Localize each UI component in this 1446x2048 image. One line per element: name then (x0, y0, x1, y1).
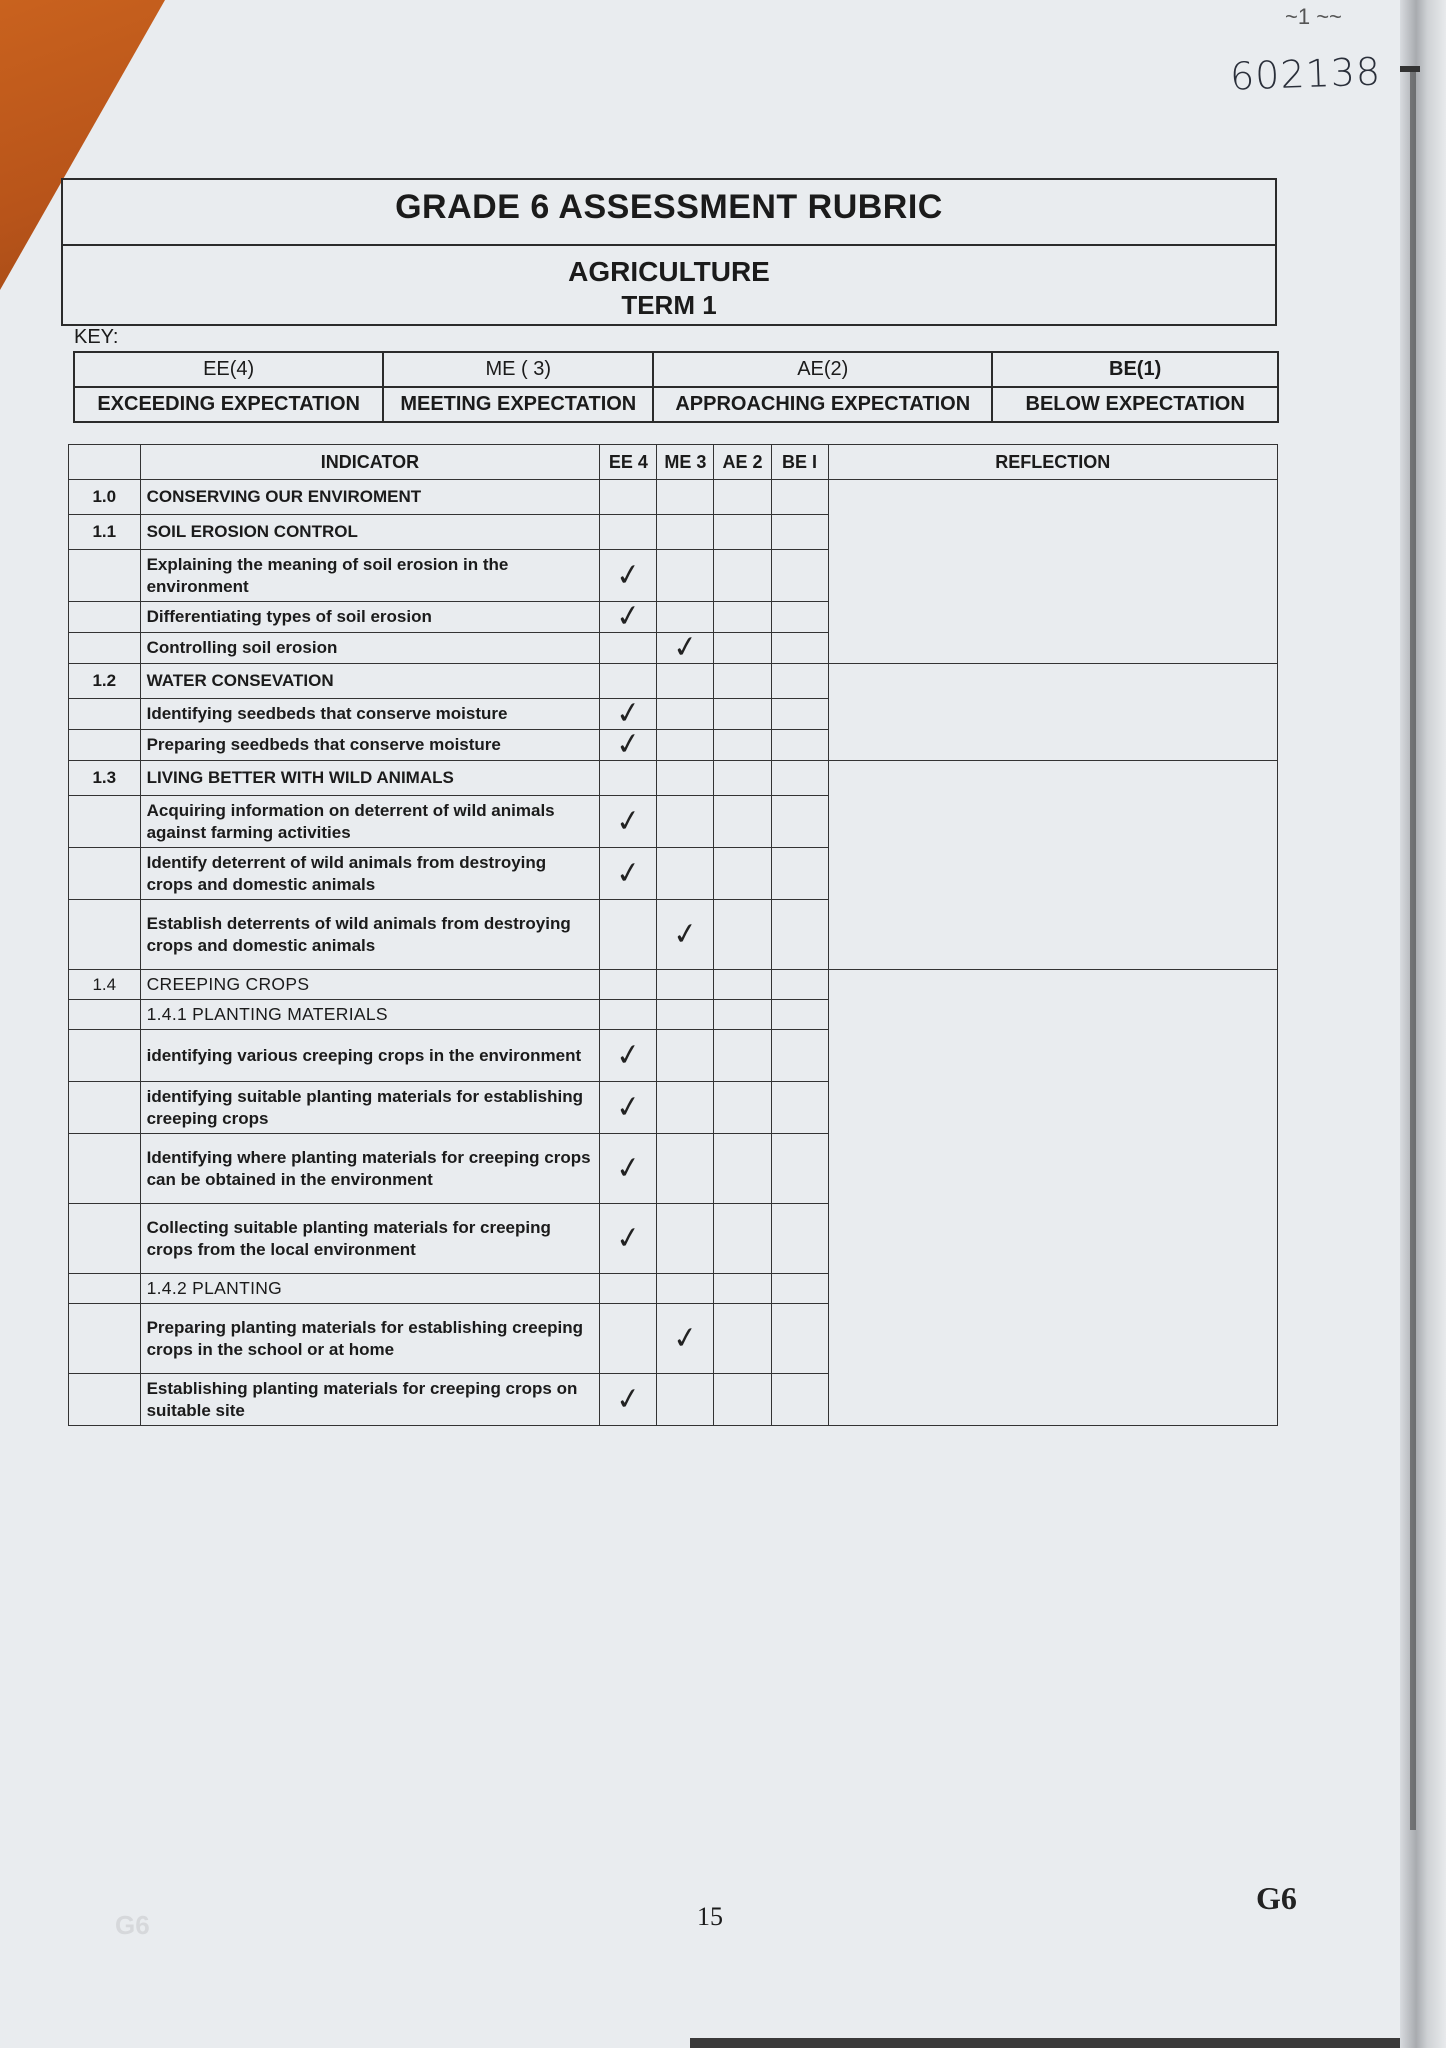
reflection-cell (828, 664, 1277, 761)
score-cell-me (657, 1134, 714, 1204)
check-mark-icon: ✓ (613, 1149, 644, 1187)
indicator-text: Identifying seedbeds that conserve moisture (140, 699, 600, 730)
subject-title: AGRICULTURE (568, 256, 770, 287)
score-cell-me (657, 848, 714, 900)
indicator-text: Collecting suitable planting materials for creeping crops from the local environment (140, 1204, 600, 1274)
indicator-text: Preparing seedbeds that conserve moisture (140, 730, 600, 761)
row-number (69, 1082, 141, 1134)
score-cell-me (657, 900, 714, 970)
row-number (69, 1000, 141, 1030)
score-cell-ee (600, 1082, 657, 1134)
check-mark-icon: ✓ (613, 802, 644, 840)
check-mark-icon: ✓ (613, 1088, 644, 1126)
indicator-header: INDICATOR (140, 445, 600, 480)
row-number (69, 730, 141, 761)
key-abbr: AE(2) (653, 352, 992, 387)
table-row (69, 480, 1278, 515)
ee-header: EE 4 (600, 445, 657, 480)
key-level-name: MEETING EXPECTATION (383, 387, 653, 422)
row-number (69, 602, 141, 633)
score-cell-ee (600, 1030, 657, 1082)
row-number (69, 1304, 141, 1374)
faint-mark: G6 (115, 1910, 150, 1940)
score-cell-be (771, 1274, 828, 1304)
check-mark-icon: ✓ (613, 1036, 644, 1074)
score-cell-ee (600, 1374, 657, 1426)
score-cell-be (771, 1204, 828, 1274)
table-row (69, 970, 1278, 1000)
indicator-text: identifying various creeping crops in the environment (140, 1030, 600, 1082)
score-cell-ae (714, 1374, 771, 1426)
key-level-name: EXCEEDING EXPECTATION (74, 387, 383, 422)
term-title: TERM 1 (621, 290, 717, 320)
row-number (69, 796, 141, 848)
indicator-text: 1.4.2 PLANTING (140, 1274, 600, 1304)
score-cell-me (657, 796, 714, 848)
row-number: 1.2 (69, 664, 141, 699)
key-abbr: ME ( 3) (383, 352, 653, 387)
score-cell-ae (714, 1000, 771, 1030)
score-cell-be (771, 550, 828, 602)
score-cell-ae (714, 1030, 771, 1082)
score-cell-ee (600, 1134, 657, 1204)
page-number: 15 (697, 1902, 723, 1931)
table-row (69, 761, 1278, 796)
score-cell-be (771, 699, 828, 730)
score-cell-ae (714, 761, 771, 796)
row-number (69, 699, 141, 730)
indicator-text: Establish deterrents of wild animals from destroying crops and domestic animals (140, 900, 600, 970)
key-abbr: EE(4) (74, 352, 383, 387)
table-row (69, 664, 1278, 699)
score-cell-me (657, 699, 714, 730)
score-cell-be (771, 633, 828, 664)
score-cell-ae (714, 796, 771, 848)
indicator-text: Identifying where planting materials for creeping crops can be obtained in the environment (140, 1134, 600, 1204)
score-cell-ae (714, 1204, 771, 1274)
check-mark-icon: ✓ (670, 915, 701, 953)
indicator-text: Preparing planting materials for establishing creeping crops in the school or at home (140, 1304, 600, 1374)
indicator-text: Identify deterrent of wild animals from destroying crops and domestic animals (140, 848, 600, 900)
score-cell-me (657, 550, 714, 602)
handwritten-id-number: 602138 (1229, 49, 1382, 99)
score-cell-be (771, 900, 828, 970)
row-number (69, 848, 141, 900)
score-cell-ee (600, 1204, 657, 1274)
handwritten-scribble: ~1 ~~ (1285, 4, 1342, 29)
row-number (69, 1204, 141, 1274)
check-mark-icon: ✓ (613, 598, 644, 635)
indicator-text: Explaining the meaning of soil erosion in the environment (140, 550, 600, 602)
score-cell-ee (600, 726, 657, 763)
score-cell-be (771, 1304, 828, 1374)
rubric-table (68, 444, 1278, 1426)
score-cell-be (771, 480, 828, 515)
row-number (69, 1274, 141, 1304)
key-abbr: BE(1) (992, 352, 1278, 387)
indicator-text: Differentiating types of soil erosion (140, 602, 600, 633)
rubric-header (61, 178, 1277, 326)
score-cell-ee (600, 480, 657, 515)
score-cell-ee (600, 598, 657, 635)
indicator-text: CONSERVING OUR ENVIROMENT (140, 480, 600, 515)
score-cell-ee (600, 664, 657, 699)
score-cell-me (657, 1204, 714, 1274)
score-cell-be (771, 761, 828, 796)
score-cell-ae (714, 1134, 771, 1204)
score-cell-me (657, 515, 714, 550)
score-cell-me (657, 602, 714, 633)
score-cell-ee (600, 550, 657, 602)
score-cell-me (657, 629, 714, 666)
score-cell-ee (600, 761, 657, 796)
page-title: GRADE 6 ASSESSMENT RUBRIC (395, 188, 943, 226)
reflection-cell (828, 970, 1277, 1426)
indicator-text: CREEPING CROPS (140, 970, 600, 1000)
grade-mark: G6 (1256, 1880, 1297, 1916)
row-number (69, 633, 141, 664)
check-mark-icon: ✓ (613, 1380, 644, 1418)
be-header: BE I (771, 445, 828, 480)
score-cell-me (657, 480, 714, 515)
indicator-text: identifying suitable planting materials for establishing creeping crops (140, 1082, 600, 1134)
score-cell-ae (714, 515, 771, 550)
reflection-cell (828, 761, 1277, 970)
check-mark-icon: ✓ (613, 556, 644, 594)
score-cell-ae (714, 550, 771, 602)
key-label: KEY: (74, 326, 119, 348)
row-number: 1.0 (69, 480, 141, 515)
score-cell-ae (714, 730, 771, 761)
score-cell-me (657, 1030, 714, 1082)
score-cell-me (657, 730, 714, 761)
score-cell-ae (714, 1304, 771, 1374)
indicator-text: Controlling soil erosion (140, 633, 600, 664)
score-cell-ae (714, 1274, 771, 1304)
row-number: 1.3 (69, 761, 141, 796)
score-cell-me (657, 664, 714, 699)
score-cell-be (771, 1082, 828, 1134)
bottom-edge (690, 2038, 1400, 2048)
key-table (73, 351, 1279, 423)
row-number (69, 550, 141, 602)
score-cell-ae (714, 848, 771, 900)
key-level-name: APPROACHING EXPECTATION (653, 387, 992, 422)
score-cell-ae (714, 900, 771, 970)
indicator-text: SOIL EROSION CONTROL (140, 515, 600, 550)
score-cell-be (771, 1134, 828, 1204)
row-number: 1.1 (69, 515, 141, 550)
score-cell-be (771, 796, 828, 848)
score-cell-ee (600, 1304, 657, 1374)
score-cell-me (657, 1374, 714, 1426)
score-cell-me (657, 761, 714, 796)
key-level-name: BELOW EXPECTATION (992, 387, 1278, 422)
score-cell-be (771, 1030, 828, 1082)
score-cell-ae (714, 1082, 771, 1134)
score-cell-me (657, 1274, 714, 1304)
me-header: ME 3 (657, 445, 714, 480)
indicator-text: Establishing planting materials for creeping crops on suitable site (140, 1374, 600, 1426)
score-cell-be (771, 1374, 828, 1426)
indicator-text: Acquiring information on deterrent of wild animals against farming activities (140, 796, 600, 848)
score-cell-ae (714, 480, 771, 515)
reflection-cell (828, 480, 1277, 664)
score-cell-me (657, 1304, 714, 1374)
score-cell-ae (714, 633, 771, 664)
score-cell-me (657, 1000, 714, 1030)
score-cell-ee (600, 970, 657, 1000)
check-mark-icon: ✓ (670, 629, 701, 666)
score-cell-be (771, 664, 828, 699)
score-cell-ae (714, 602, 771, 633)
indicator-text: WATER CONSEVATION (140, 664, 600, 699)
check-mark-icon: ✓ (613, 726, 644, 763)
row-number (69, 1374, 141, 1426)
score-cell-be (771, 730, 828, 761)
score-cell-be (771, 1000, 828, 1030)
score-cell-ae (714, 699, 771, 730)
check-mark-icon: ✓ (613, 854, 644, 892)
score-cell-ee (600, 695, 657, 732)
score-cell-be (771, 970, 828, 1000)
check-mark-icon: ✓ (613, 695, 644, 732)
score-cell-me (657, 1082, 714, 1134)
score-cell-be (771, 515, 828, 550)
ae-header: AE 2 (714, 445, 771, 480)
score-cell-ee (600, 1274, 657, 1304)
score-cell-be (771, 848, 828, 900)
row-number (69, 1134, 141, 1204)
reflection-header: REFLECTION (828, 445, 1277, 480)
row-number: 1.4 (69, 970, 141, 1000)
score-cell-ee (600, 633, 657, 664)
score-cell-be (771, 602, 828, 633)
score-cell-ee (600, 900, 657, 970)
row-number (69, 900, 141, 970)
score-cell-ee (600, 1000, 657, 1030)
score-cell-ae (714, 664, 771, 699)
row-number (69, 1030, 141, 1082)
score-cell-ee (600, 848, 657, 900)
indicator-text: 1.4.1 PLANTING MATERIALS (140, 1000, 600, 1030)
score-cell-me (657, 970, 714, 1000)
score-cell-ee (600, 796, 657, 848)
binding-edge (1400, 0, 1446, 2048)
check-mark-icon: ✓ (613, 1219, 644, 1257)
score-cell-ee (600, 515, 657, 550)
indicator-text: LIVING BETTER WITH WILD ANIMALS (140, 761, 600, 796)
score-cell-ae (714, 970, 771, 1000)
check-mark-icon: ✓ (670, 1319, 701, 1357)
